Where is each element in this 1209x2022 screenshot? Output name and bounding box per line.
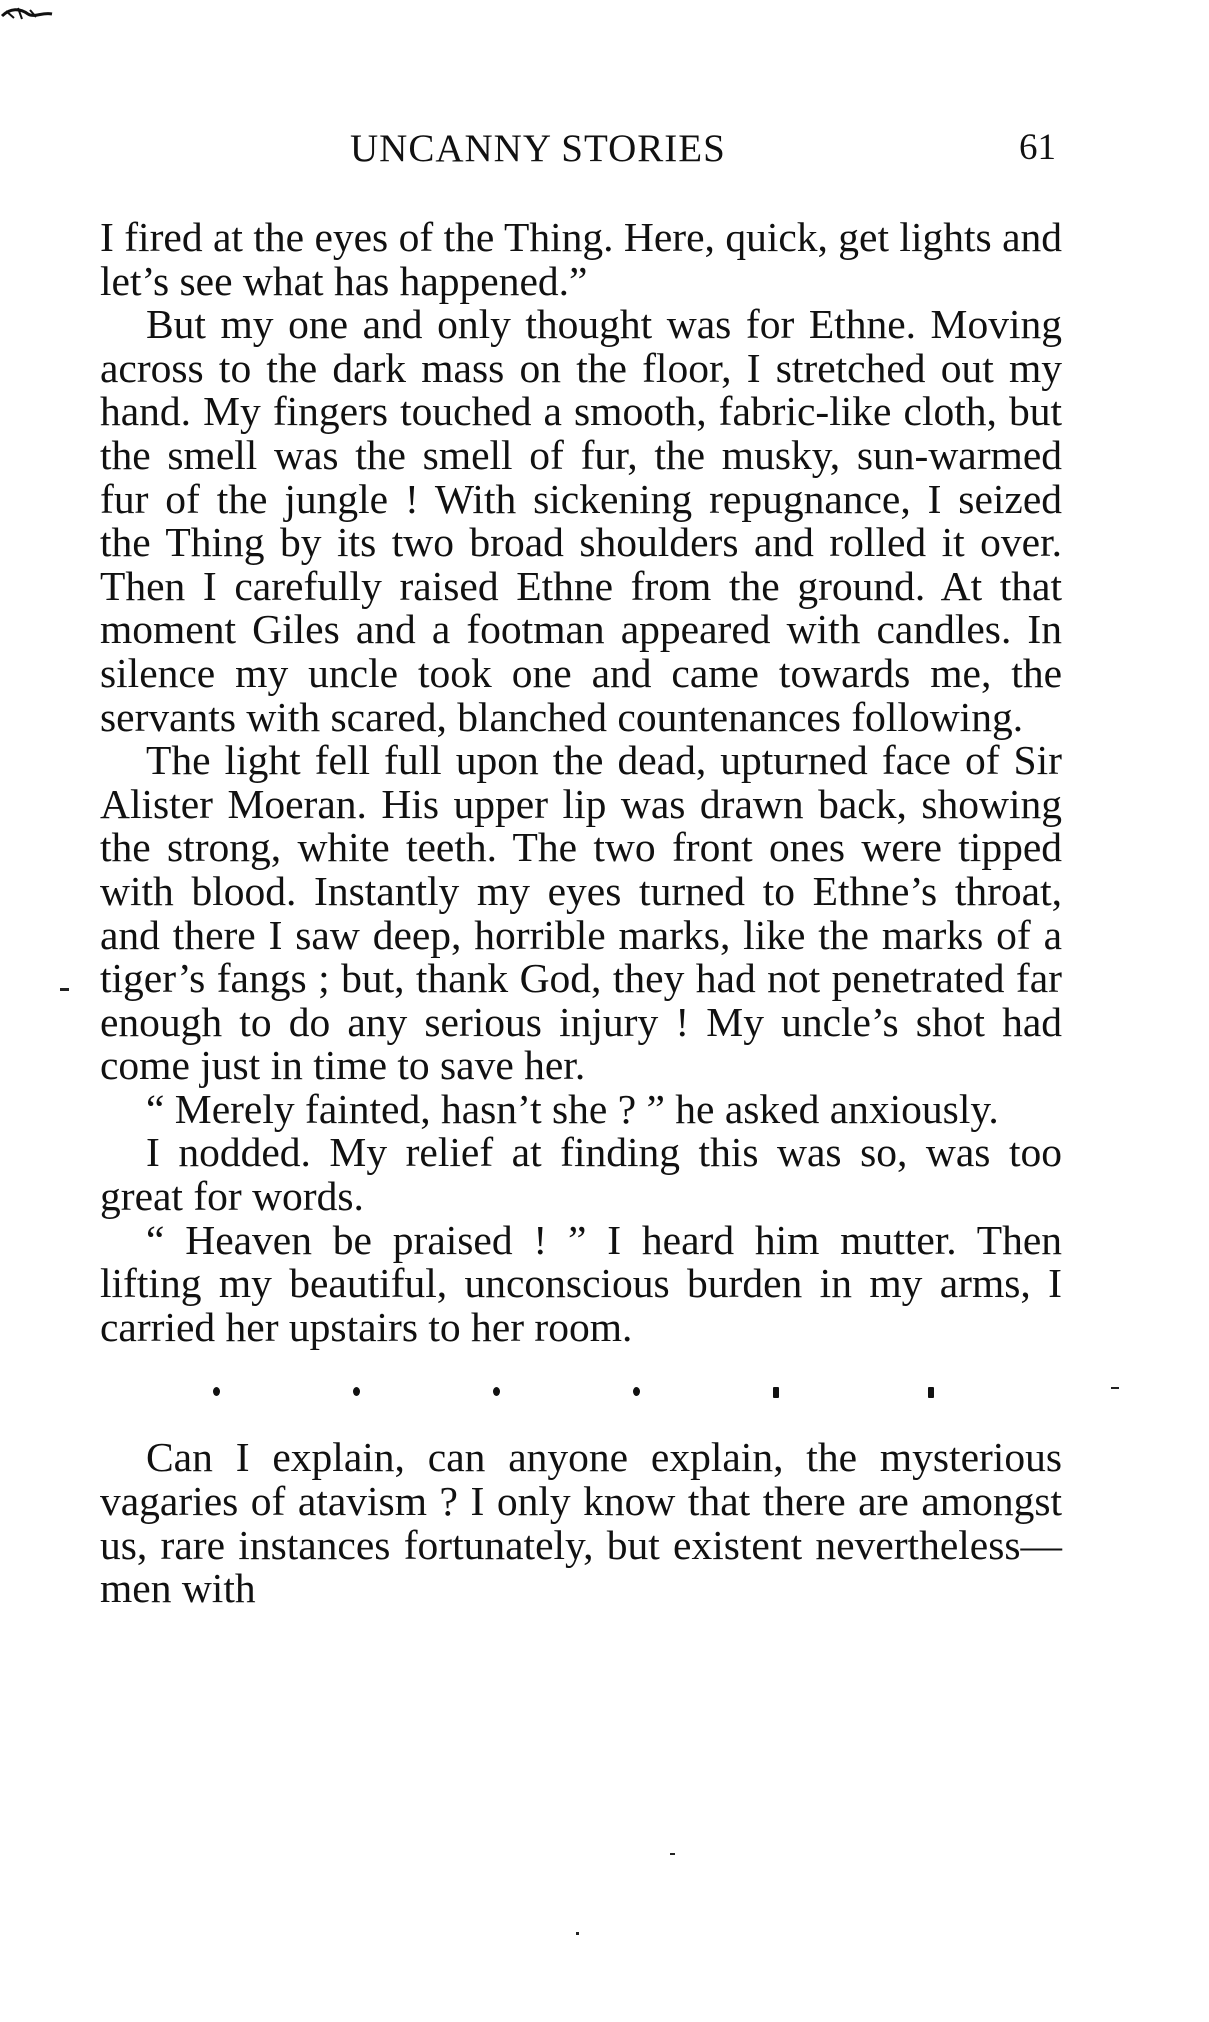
section-break-dot	[928, 1387, 934, 1398]
running-header	[100, 126, 1062, 176]
margin-mark	[576, 1932, 579, 1935]
section-break-dot	[493, 1387, 500, 1396]
body-text	[100, 216, 1062, 1611]
margin-mark	[1111, 1387, 1119, 1389]
margin-mark	[670, 1853, 675, 1855]
section-break-dot	[773, 1387, 779, 1398]
printers-ornament-icon	[0, 2, 60, 26]
section-break-dot	[213, 1387, 220, 1396]
section-break-dot	[353, 1387, 360, 1396]
paragraph: “ Heaven be praised ! ” I heard him mutter. Then lifting my beautiful, unconscious burden in my arms, I carried her upstairs to her room.	[100, 1216, 1062, 1350]
paragraph: “ Merely fainted, hasn’t she ? ” he asked anxiously.	[146, 1085, 999, 1132]
section-break-dot	[633, 1387, 640, 1396]
running-title: UNCANNY STORIES	[350, 127, 726, 170]
paragraph: I fired at the eyes of the Thing. Here, quick, get lights and let’s see what has happened.”	[100, 214, 1062, 304]
section-break	[100, 1349, 1062, 1436]
paragraph: Can I explain, can anyone explain, the mysterious vagaries of atavism ? I only know that there are amongst us, rare instances fortunately, but existent nevertheless—men with	[100, 1434, 1062, 1612]
paragraph: But my one and only thought was for Ethne. Moving across to the dark mass on the floor, I stretched out my hand. My fingers touched a smooth, fabric-like cloth, but the smell was the smell of fur, the musky, sun-warmed fur of the jungle ! With sickening repugnance, I seized the Thing by its two broad shoulders and rolled it over. Then I carefully raised Ethne from the ground. At that moment Giles and a footman appeared with candles. In silence my uncle took one and came towards me, the servants with scared, blanched countenances following.	[100, 301, 1062, 740]
margin-mark	[60, 988, 69, 991]
paragraph: I nodded. My relief at finding this was so, was too great for words.	[100, 1129, 1062, 1220]
page-number: 61	[1019, 127, 1056, 168]
paragraph: The light fell full upon the dead, upturned face of Sir Alister Moeran. His upper lip was drawn back, showing the strong, white teeth. The two front ones were tipped with blood. Instantly my eyes turned to Ethne’s throat, and there I saw deep, horrible marks, like the marks of a tiger’s fangs ; but, thank God, they had not penetrated far enough to do any serious injury ! My uncle’s shot had come just in time to save her.	[100, 737, 1062, 1089]
